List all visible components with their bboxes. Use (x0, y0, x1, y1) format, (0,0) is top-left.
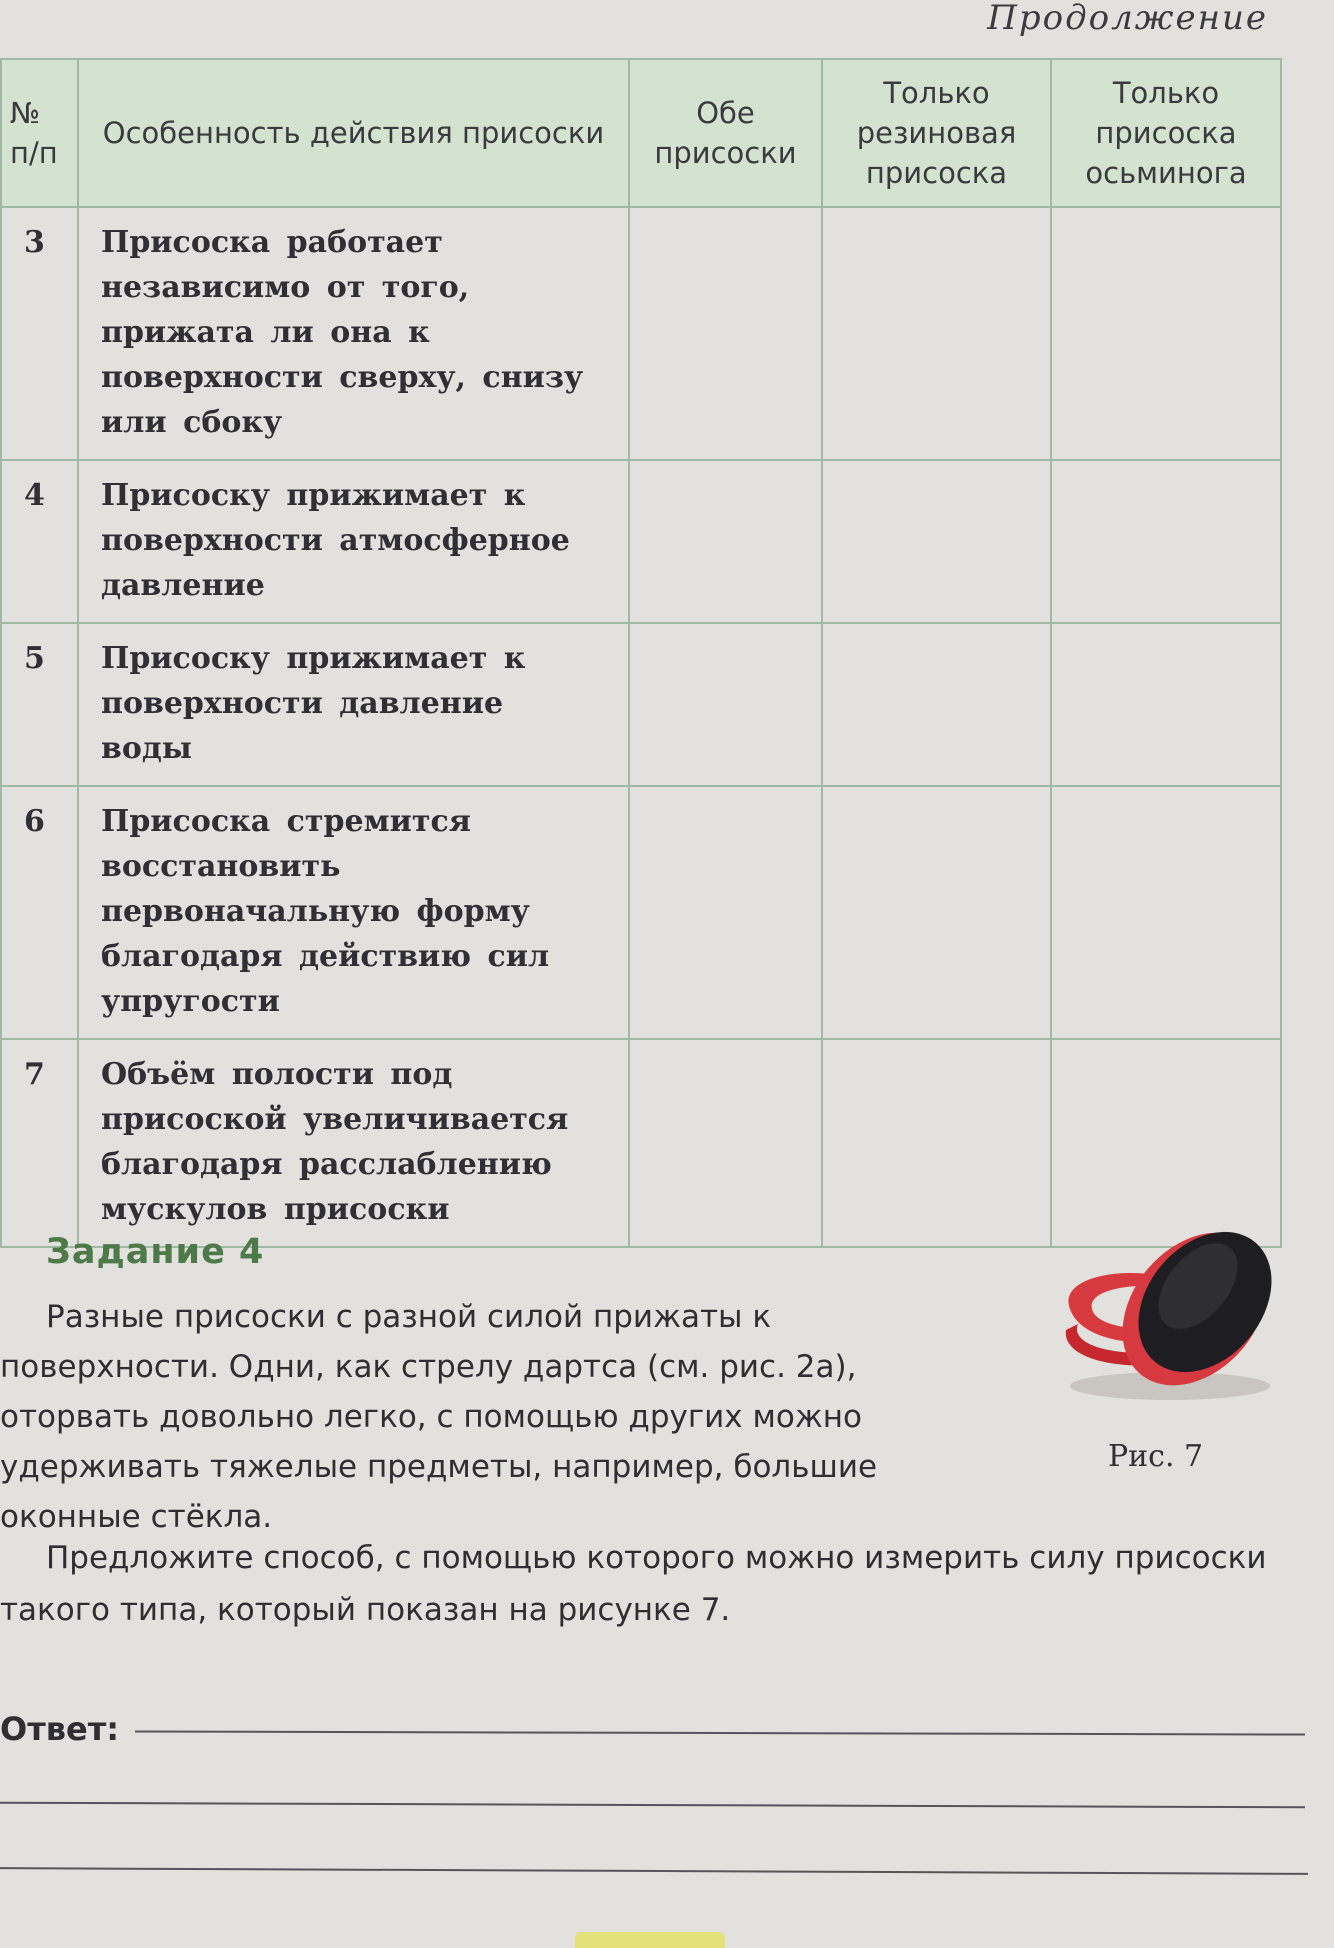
table-header-row (1, 59, 1281, 207)
suction-cup-image (1040, 1214, 1300, 1414)
cell-rubber[interactable] (822, 786, 1051, 1039)
answer-label: Ответ: (0, 1710, 120, 1748)
page-tab-decoration (575, 1932, 725, 1948)
row-feature: Присоску прижимает к поверхности давление воды (78, 623, 629, 786)
table-row (1, 460, 1281, 623)
task-paragraph-1: Разные присоски с разной силой прижаты к поверхности. Одни, как стрелу дартса (см. рис. 2а), оторвать довольно легко, с помощью других можно удерживать тяжелые предметы, например, большие оконные стёкла. (0, 1299, 878, 1535)
row-feature: Присоска работает независимо от того, прижата ли она к поверхности сверху, снизу или сбоку (78, 207, 629, 460)
cell-both[interactable] (629, 623, 822, 786)
row-feature: Объём полости под присоской увеличивается благодаря расслаблению мускулов присоски (78, 1039, 629, 1247)
row-number: 3 (1, 207, 78, 460)
header-octopus: Только присоска осьминога (1051, 59, 1281, 207)
header-rubber: Только резиновая присоска (822, 59, 1051, 207)
task-description (0, 1292, 960, 1542)
figure-caption: Рис. 7 (1108, 1439, 1204, 1474)
cell-octopus[interactable] (1051, 786, 1281, 1039)
answer-line-3[interactable] (0, 1867, 1308, 1875)
cell-rubber[interactable] (822, 460, 1051, 623)
figure-7 (1040, 1214, 1300, 1484)
cell-rubber[interactable] (822, 207, 1051, 460)
answer-line-1[interactable] (135, 1730, 1305, 1735)
cell-octopus[interactable] (1051, 460, 1281, 623)
row-number: 6 (1, 786, 78, 1039)
cell-both[interactable] (629, 460, 822, 623)
header-both: Обе присоски (629, 59, 822, 207)
table-row (1, 623, 1281, 786)
header-num: № п/п (1, 59, 78, 207)
row-number: 7 (1, 1039, 78, 1247)
cell-octopus[interactable] (1051, 207, 1281, 460)
cell-both[interactable] (629, 1039, 822, 1247)
row-feature: Присоска стремится восстановить первоначальную форму благодаря действию сил упругости (78, 786, 629, 1039)
answer-line-2[interactable] (0, 1802, 1305, 1809)
task-question (0, 1532, 1310, 1636)
cell-both[interactable] (629, 786, 822, 1039)
cell-rubber[interactable] (822, 1039, 1051, 1247)
task-paragraph-2: Предложите способ, с помощью которого можно измерить силу присоски такого типа, который показан на рисунке 7. (0, 1540, 1267, 1628)
properties-table (0, 58, 1280, 1248)
header-feature: Особенность действия присоски (78, 59, 629, 207)
row-number: 5 (1, 623, 78, 786)
cell-both[interactable] (629, 207, 822, 460)
continued-label: Продолжение (987, 0, 1268, 38)
row-feature: Присоску прижимает к поверхности атмосферное давление (78, 460, 629, 623)
task-title: Задание 4 (46, 1232, 265, 1272)
cell-rubber[interactable] (822, 623, 1051, 786)
row-number: 4 (1, 460, 78, 623)
cell-octopus[interactable] (1051, 623, 1281, 786)
table-row (1, 207, 1281, 460)
table-row (1, 786, 1281, 1039)
